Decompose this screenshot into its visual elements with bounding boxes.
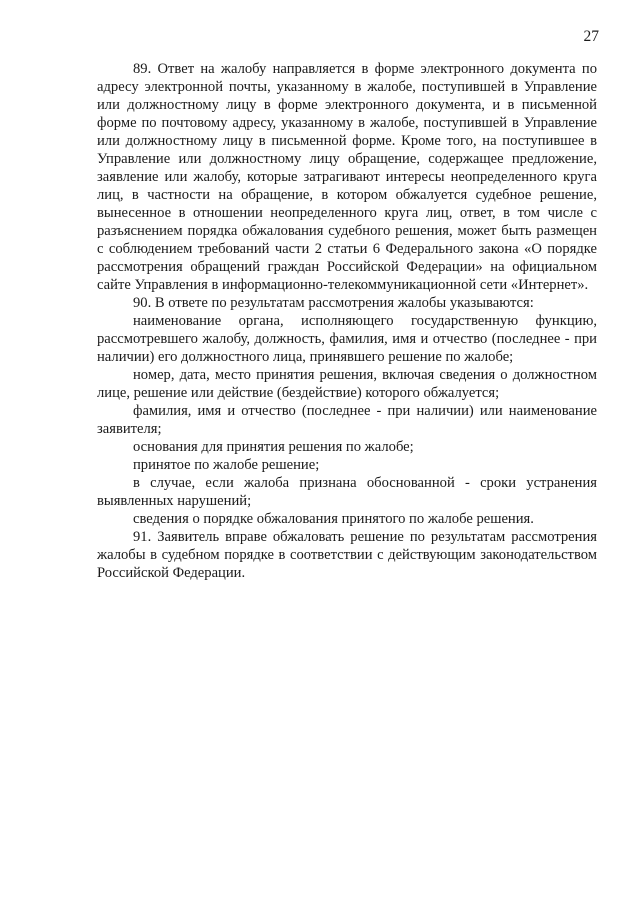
list-item-decision: принятое по жалобе решение; xyxy=(133,457,320,473)
list-item-applicant-name: фамилия, имя и отчество (последнее - при наличии) или наименование заявителя; xyxy=(97,403,597,437)
list-item-authority-name: наименование органа, исполняющего государственную функцию, рассмотревшего жалобу, должность, фамилия, имя и отчество (последнее - при наличии) его должностного лица, принявшего решение по жалобе; xyxy=(97,313,597,365)
list-item-appeal-procedure: сведения о порядке обжалования принятого по жалобе решения. xyxy=(133,511,534,527)
list-item-remedy-deadlines: в случае, если жалоба признана обоснованной - сроки устранения выявленных нарушений; xyxy=(97,475,597,509)
page-number: 27 xyxy=(583,28,599,45)
paragraph-89: 89. Ответ на жалобу направляется в форме электронного документа по адресу электронной почты, указанному в жалобе, поступившей в Управление или должностному лицу в форме электронного документа, и в письменной форме по почтовому адресу, указанному в жалобе, поступившей в Управление или должностному лицу в письменной форме. Кроме того, на поступившее в Управление или должностному лицу обращение, содержащее предложение, заявление или жалобу, которые затрагивают интересы неопределенного круга лиц, в частности на обращение, в котором обжалуется судебное решение, вынесенное в отношении неопределенного круга лиц, ответ, в том числе с разъяснением порядка обжалования судебного решения, может быть размещен с соблюдением требований части 2 статьи 6 Федерального закона «О порядке рассмотрения обращений граждан Российской Федерации» на официальном сайте Управления в информационно-телекоммуникационной сети «Интернет». xyxy=(97,61,597,293)
paragraph-90-intro: 90. В ответе по результатам рассмотрения жалобы указываются: xyxy=(133,295,534,311)
list-item-decision-details: номер, дата, место принятия решения, включая сведения о должностном лице, решение или действие (бездействие) которого обжалуется; xyxy=(97,367,597,401)
paragraph-91: 91. Заявитель вправе обжаловать решение по результатам рассмотрения жалобы в судебном порядке в соответствии с действующим законодательством Российской Федерации. xyxy=(97,529,597,581)
list-item-grounds: основания для принятия решения по жалобе; xyxy=(133,439,414,455)
document-body xyxy=(97,60,597,582)
